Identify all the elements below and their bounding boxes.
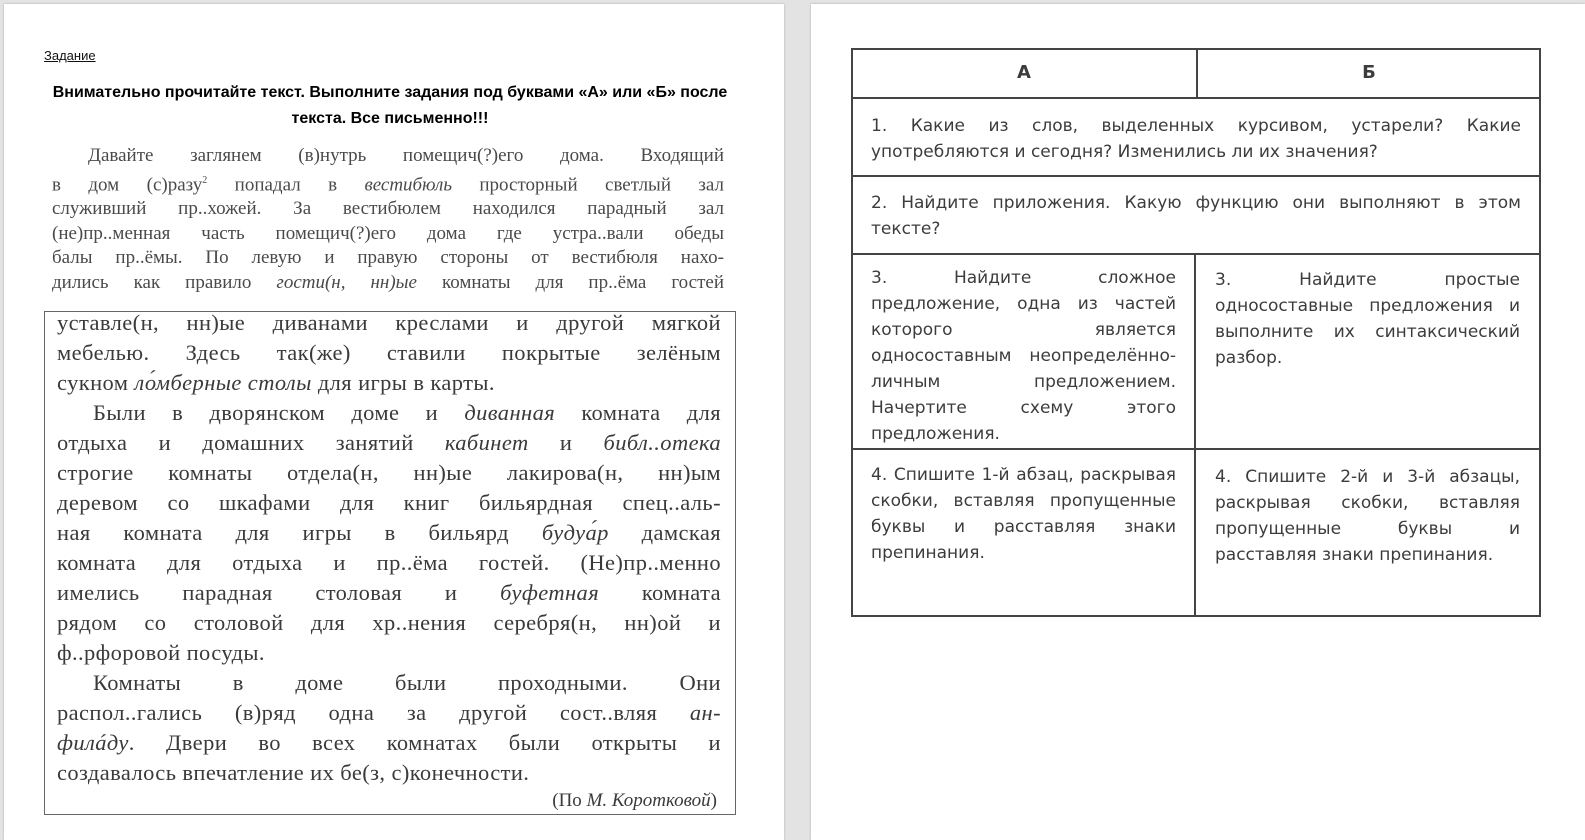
excerpt-line: создавалось впечатление их бе(з, с)конечности.: [57, 760, 530, 785]
excerpt-line: Были в дворянском доме и диванная комната для: [93, 400, 721, 425]
excerpt-line: отдыха и домашних занятий кабинет и библ..отека: [57, 430, 721, 455]
excerpt-line: строгие комнаты отдела(н, нн)ые лакирова(н, нн)ым: [57, 460, 721, 485]
column-header-a: А: [1017, 62, 1031, 83]
task-3a: 3. Найдите сложное предложение, одна из частей которого является односоставным неопределённо-личным предложением. Начертите схему этого предложения.: [871, 268, 1176, 444]
source-signature: (По М. Коротковой): [552, 790, 717, 811]
excerpt-line: имелись парадная столовая и буфетная комната: [57, 580, 721, 605]
excerpt-line: сукном ло́мберные столы для игры в карты.: [57, 370, 495, 395]
excerpt-line: служивший пр..хожей. За вестибюлем находился парадный зал: [52, 198, 724, 220]
task-label: Задание: [44, 48, 96, 63]
excerpt-line: балы пр..ёмы. По левую и правую стороны от вестибюля нахо-: [52, 247, 724, 269]
excerpt-line: Комнаты в доме были проходными. Они: [93, 670, 721, 695]
excerpt-line: дились как правило гости(н, нн)ые комнаты для пр..ёма гостей: [52, 271, 724, 293]
instruction-text: Внимательно прочитайте текст. Выполните задания под буквами «А» или «Б» после текста. Все письменно!!!: [52, 84, 728, 127]
excerpt-line: (не)пр..менная часть помещич(?)его дома где устра..вали обеды: [52, 222, 724, 244]
excerpt-top-image: [52, 144, 724, 295]
excerpt-line: деревом со шкафами для книг бильярдная спец..аль-: [57, 490, 721, 515]
excerpt-line: мебелью. Здесь так(же) ставили покрытые зелёным: [57, 340, 721, 365]
task-4b: 4. Спишите 2-й и 3-й абзацы, раскрывая скобки, вставляя пропущенные буквы и расставляя знаки препинания.: [1215, 467, 1520, 565]
task-3b: 3. Найдите простые односоставные предложения и выполните их синтаксический разбор.: [1215, 270, 1520, 368]
task-4a: 4. Спишите 1-й абзац, раскрывая скобки, вставляя пропущенные буквы и расставляя знаки препинания.: [871, 465, 1176, 563]
excerpt-line: в дом (с)разу$^2$ попадал в вестибюль просторный светлый зал: [52, 173, 724, 195]
column-header-b: Б: [1362, 62, 1376, 83]
task-2: 2. Найдите приложения. Какую функцию они выполняют в этом тексте?: [871, 193, 1521, 239]
excerpt-body-image: [44, 311, 736, 815]
excerpt-line: уставле(н, нн)ые диванами креслами и другой мягкой: [57, 310, 721, 335]
task-1: 1. Какие из слов, выделенных курсивом, устарели? Какие употребляются и сегодня? Изменились ли их значения?: [871, 116, 1521, 162]
excerpt-line: рядом со столовой для хр..нения серебря(н, нн)ой и: [57, 610, 721, 635]
tasks-table: [851, 48, 1541, 617]
excerpt-line: Давайте заглянем (в)нутрь помещич(?)его дома. Входящий: [88, 145, 724, 166]
excerpt-line: комната для отдыха и пр..ёма гостей. (Не)пр..менно: [57, 550, 721, 575]
excerpt-line: распол..гались (в)ряд одна за другой сост..вляя ан-: [57, 700, 721, 725]
excerpt-line: филáду. Двери во всех комнатах были открыты и: [57, 730, 721, 755]
excerpt-line: ная комната для игры в бильярд будуа́р дамская: [57, 520, 721, 545]
excerpt-line: ф..рфоровой посуды.: [57, 640, 265, 665]
